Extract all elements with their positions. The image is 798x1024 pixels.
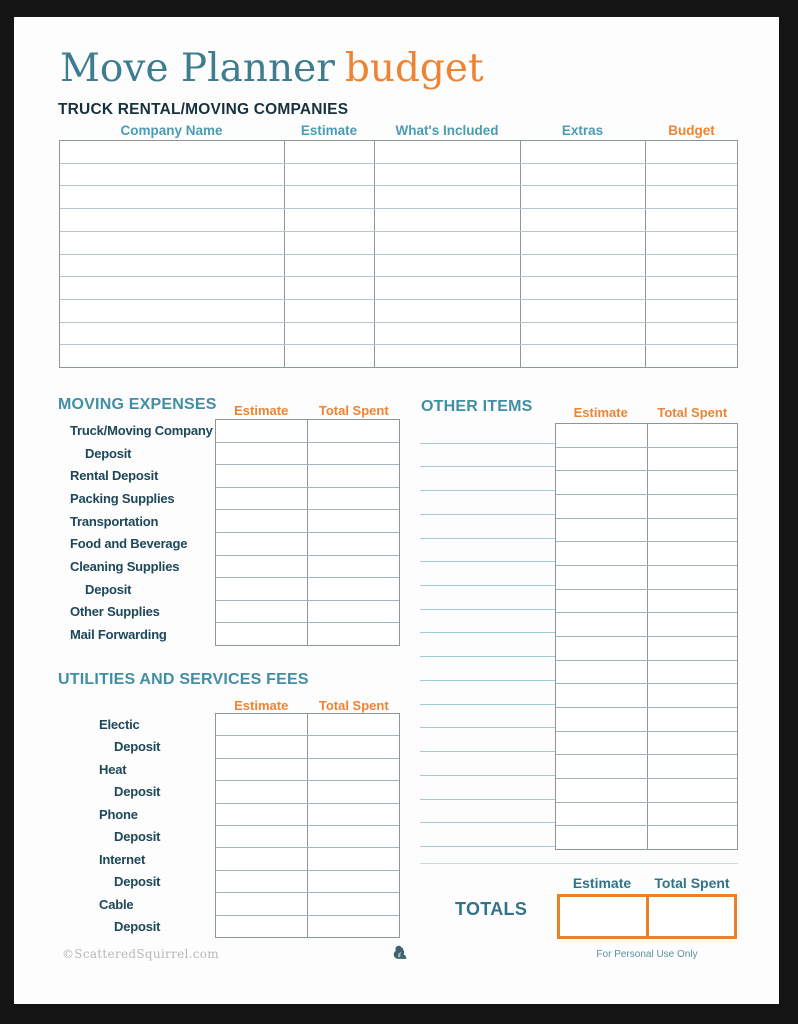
row-label: Heat (99, 761, 127, 777)
truck-table-cell (285, 323, 375, 345)
totals-estimate-cell (560, 897, 649, 936)
truck-table-cell (285, 300, 375, 322)
ut-table-cell (216, 848, 308, 869)
ut-table-row (216, 893, 399, 915)
usage-note: For Personal Use Only (596, 949, 698, 960)
oi-col-headers (555, 405, 738, 420)
ut-table-cell (308, 871, 399, 892)
me-col-headers (215, 403, 400, 418)
totals-col-headers (557, 875, 737, 891)
oi-table-cell (648, 732, 737, 755)
oi-table-row (556, 566, 737, 590)
truck-table-row (60, 345, 737, 367)
truck-table-cell (285, 277, 375, 299)
oi-table-cell (556, 803, 648, 826)
truck-table-cell (646, 164, 737, 186)
oi-table-cell (556, 732, 648, 755)
truck-table-cell (521, 186, 646, 208)
ut-row-labels (58, 713, 216, 938)
me-table-cell (216, 420, 308, 442)
truck-table-cell (375, 345, 521, 367)
oi-table-cell (556, 448, 648, 471)
oi-extra-line (420, 863, 738, 864)
row-label: Deposit (85, 581, 132, 597)
me-table-cell (216, 443, 308, 465)
oi-table-row (556, 448, 737, 472)
truck-table-cell (521, 164, 646, 186)
row-label: Cleaning Supplies (70, 559, 180, 575)
truck-col-header-estimate: Estimate (300, 123, 358, 138)
truck-table-cell (60, 141, 285, 163)
oi-table-cell (648, 448, 737, 471)
truck-table-cell (646, 277, 737, 299)
oi-table-cell (556, 424, 648, 447)
ut-table-cell (216, 781, 308, 802)
oi-table-cell (556, 779, 648, 802)
truck-col-header-budget: Budget (668, 123, 715, 138)
truck-table-cell (60, 345, 285, 367)
ut-table-cell (308, 736, 399, 757)
truck-table-cell (646, 323, 737, 345)
writing-line (420, 562, 555, 586)
ut-table-cell (216, 893, 308, 914)
truck-table-cell (646, 209, 737, 231)
oi-col-header-total-spent: Total Spent (657, 405, 728, 420)
row-label: Cable (99, 896, 134, 912)
writing-line (420, 681, 555, 705)
ut-table-cell (308, 804, 399, 825)
me-table-cell (308, 578, 399, 600)
oi-table-cell (648, 424, 737, 447)
oi-table-cell (556, 826, 648, 849)
oi-table-row (556, 803, 737, 827)
truck-table-cell (285, 186, 375, 208)
me-table-cell (308, 623, 399, 645)
other-items-title: OTHER ITEMS (421, 398, 533, 415)
truck-table-row (60, 300, 737, 323)
truck-table-cell (375, 232, 521, 254)
truck-table-headers (59, 123, 738, 138)
truck-table-cell (60, 323, 285, 345)
oi-table-cell (556, 637, 648, 660)
truck-table-row (60, 141, 737, 164)
row-label: Deposit (114, 829, 161, 845)
me-table-cell (308, 420, 399, 442)
me-table-cell (308, 488, 399, 510)
oi-table-cell (648, 542, 737, 565)
writing-line (420, 539, 555, 563)
oi-table-cell (556, 471, 648, 494)
row-label: Transportation (70, 513, 159, 529)
row-label: Deposit (114, 874, 161, 890)
writing-line (420, 515, 555, 539)
oi-table-cell (556, 684, 648, 707)
oi-table-row (556, 424, 737, 448)
me-table-cell (308, 465, 399, 487)
truck-table-cell (375, 164, 521, 186)
truck-table-cell (60, 277, 285, 299)
me-table-cell (216, 510, 308, 532)
writing-line (420, 420, 555, 444)
truck-table-row (60, 277, 737, 300)
squirrel-icon (392, 945, 408, 961)
truck-table-cell (646, 345, 737, 367)
row-label: Mail Forwarding (70, 627, 167, 643)
truck-table-cell (375, 255, 521, 277)
truck-table-row (60, 232, 737, 255)
oi-table-cell (648, 637, 737, 660)
moving-expenses-title: MOVING EXPENSES (58, 396, 217, 413)
oi-table-row (556, 519, 737, 543)
writing-line (420, 491, 555, 515)
oi-table-cell (556, 755, 648, 778)
me-table-row (216, 420, 399, 443)
me-table-cell (216, 533, 308, 555)
page-title (60, 47, 484, 92)
oi-table-cell (556, 495, 648, 518)
truck-table-cell (646, 232, 737, 254)
writing-line (420, 586, 555, 610)
truck-table-row (60, 323, 737, 346)
ut-table-row (216, 848, 399, 870)
truck-table-cell (646, 300, 737, 322)
me-table-cell (308, 533, 399, 555)
truck-table-cell (60, 255, 285, 277)
truck-table-cell (521, 141, 646, 163)
oi-table-cell (556, 708, 648, 731)
oi-table-cell (556, 590, 648, 613)
oi-table-cell (648, 471, 737, 494)
truck-table-cell (521, 277, 646, 299)
oi-table-row (556, 471, 737, 495)
oi-col-header-estimate: Estimate (573, 405, 628, 420)
row-label: Phone (99, 806, 138, 822)
truck-table-cell (521, 345, 646, 367)
writing-line (420, 800, 555, 824)
ut-table-cell (216, 714, 308, 735)
writing-line (420, 752, 555, 776)
row-label: Deposit (85, 445, 132, 461)
ut-table-cell (308, 848, 399, 869)
writing-line (420, 633, 555, 657)
me-table-cell (216, 601, 308, 623)
truck-table-cell (646, 141, 737, 163)
ut-table-cell (308, 781, 399, 802)
ut-col-headers (215, 698, 400, 713)
row-label: Rental Deposit (70, 468, 159, 484)
oi-table-cell (648, 826, 737, 849)
row-label: Electic (99, 716, 140, 732)
truck-table-cell (285, 345, 375, 367)
oi-table-cell (648, 755, 737, 778)
oi-table-row (556, 637, 737, 661)
row-label: Deposit (114, 739, 161, 755)
row-label: Deposit (114, 784, 161, 800)
oi-table-cell (556, 566, 648, 589)
oi-table-cell (648, 495, 737, 518)
ut-table-cell (308, 893, 399, 914)
truck-table-row (60, 164, 737, 187)
totals-label: TOTALS (455, 899, 528, 919)
totals-total-spent-cell (649, 897, 735, 936)
oi-table-cell (556, 542, 648, 565)
oi-table-cell (648, 661, 737, 684)
oi-table-row (556, 755, 737, 779)
me-table-row (216, 533, 399, 556)
oi-table-cell (556, 661, 648, 684)
ut-table-cell (216, 736, 308, 757)
truck-table-cell (60, 300, 285, 322)
title-main: Move Planner (60, 46, 335, 91)
ut-table (215, 713, 400, 938)
truck-table-cell (521, 209, 646, 231)
oi-table-row (556, 613, 737, 637)
ut-table-cell (308, 916, 399, 937)
truck-table-cell (375, 186, 521, 208)
ut-table-row (216, 759, 399, 781)
truck-table-cell (375, 300, 521, 322)
oi-table-row (556, 826, 737, 849)
ut-table-cell (216, 759, 308, 780)
truck-table-cell (285, 141, 375, 163)
truck-table-cell (521, 232, 646, 254)
oi-table (555, 423, 738, 850)
me-table-cell (216, 556, 308, 578)
truck-col-header-company-name: Company Name (120, 123, 223, 138)
oi-table-row (556, 779, 737, 803)
truck-table-cell (60, 209, 285, 231)
title-accent: budget (344, 46, 484, 91)
me-row-labels (58, 419, 216, 646)
me-table-cell (216, 465, 308, 487)
truck-table-cell (646, 186, 737, 208)
writing-line (420, 657, 555, 681)
ut-table-row (216, 714, 399, 736)
oi-table-cell (648, 803, 737, 826)
truck-section-title: TRUCK RENTAL/MOVING COMPANIES (58, 101, 349, 118)
ut-table-cell (216, 804, 308, 825)
truck-table-row (60, 186, 737, 209)
truck-table-cell (60, 232, 285, 254)
writing-line (420, 728, 555, 752)
writing-line (420, 823, 555, 847)
truck-table-cell (285, 164, 375, 186)
ut-table-cell (308, 759, 399, 780)
truck-table-cell (285, 209, 375, 231)
me-table-cell (216, 623, 308, 645)
me-table (215, 419, 400, 646)
oi-table-cell (648, 590, 737, 613)
truck-table-cell (285, 232, 375, 254)
ut-table-cell (216, 916, 308, 937)
truck-table-cell (60, 164, 285, 186)
ut-col-header-total-spent: Total Spent (318, 698, 389, 713)
me-table-row (216, 443, 399, 466)
me-table-row (216, 465, 399, 488)
utilities-title: UTILITIES AND SERVICES FEES (58, 671, 309, 688)
writing-line (420, 610, 555, 634)
ut-col-header-estimate: Estimate (234, 698, 289, 713)
footer-copyright: ©ScatteredSquirrel.com (62, 947, 219, 961)
oi-table-row (556, 590, 737, 614)
me-table-row (216, 578, 399, 601)
me-table-cell (308, 510, 399, 532)
oi-writing-lines (420, 420, 555, 847)
writing-line (420, 444, 555, 468)
planner-page (14, 17, 779, 1004)
oi-table-cell (556, 519, 648, 542)
me-table-cell (216, 488, 308, 510)
truck-table-cell (60, 186, 285, 208)
ut-table-cell (308, 714, 399, 735)
oi-table-row (556, 495, 737, 519)
me-table-row (216, 510, 399, 533)
ut-table-row (216, 804, 399, 826)
truck-table-cell (646, 255, 737, 277)
me-table-cell (308, 601, 399, 623)
oi-table-cell (556, 613, 648, 636)
truck-table-cell (375, 141, 521, 163)
me-table-cell (308, 556, 399, 578)
ut-table-cell (216, 826, 308, 847)
truck-table-cell (375, 209, 521, 231)
writing-line (420, 467, 555, 491)
oi-table-row (556, 661, 737, 685)
truck-col-header-whats-included: What's Included (395, 123, 499, 138)
truck-col-header-extras: Extras (561, 123, 604, 138)
oi-table-cell (648, 613, 737, 636)
truck-table-cell (375, 277, 521, 299)
truck-table-cell (521, 255, 646, 277)
me-table-cell (308, 443, 399, 465)
me-col-header-total-spent: Total Spent (318, 403, 389, 418)
truck-table-cell (521, 300, 646, 322)
oi-table-row (556, 732, 737, 756)
oi-table-row (556, 684, 737, 708)
row-label: Food and Beverage (70, 536, 188, 552)
truck-table (59, 140, 738, 368)
row-label: Internet (99, 851, 146, 867)
totals-box (557, 894, 737, 939)
writing-line (420, 705, 555, 729)
totals-col-header-total-spent: Total Spent (654, 875, 730, 891)
oi-table-row (556, 708, 737, 732)
truck-table-row (60, 255, 737, 278)
ut-table-row (216, 736, 399, 758)
ut-table-row (216, 826, 399, 848)
truck-table-cell (521, 323, 646, 345)
ut-table-row (216, 916, 399, 937)
ut-table-row (216, 871, 399, 893)
me-table-row (216, 623, 399, 645)
me-col-header-estimate: Estimate (234, 403, 289, 418)
ut-table-cell (216, 871, 308, 892)
totals-col-header-estimate: Estimate (572, 875, 632, 891)
oi-table-cell (648, 708, 737, 731)
writing-line (420, 776, 555, 800)
oi-table-row (556, 542, 737, 566)
oi-table-cell (648, 519, 737, 542)
row-label: Truck/Moving Company (70, 422, 213, 438)
row-label: Other Supplies (70, 604, 160, 620)
me-table-row (216, 601, 399, 624)
oi-table-cell (648, 566, 737, 589)
truck-table-cell (285, 255, 375, 277)
oi-table-cell (648, 779, 737, 802)
truck-table-row (60, 209, 737, 232)
oi-table-cell (648, 684, 737, 707)
ut-table-row (216, 781, 399, 803)
me-table-cell (216, 578, 308, 600)
me-table-row (216, 488, 399, 511)
truck-table-cell (375, 323, 521, 345)
me-table-row (216, 556, 399, 579)
ut-table-cell (308, 826, 399, 847)
row-label: Packing Supplies (70, 490, 175, 506)
row-label: Deposit (114, 919, 161, 935)
